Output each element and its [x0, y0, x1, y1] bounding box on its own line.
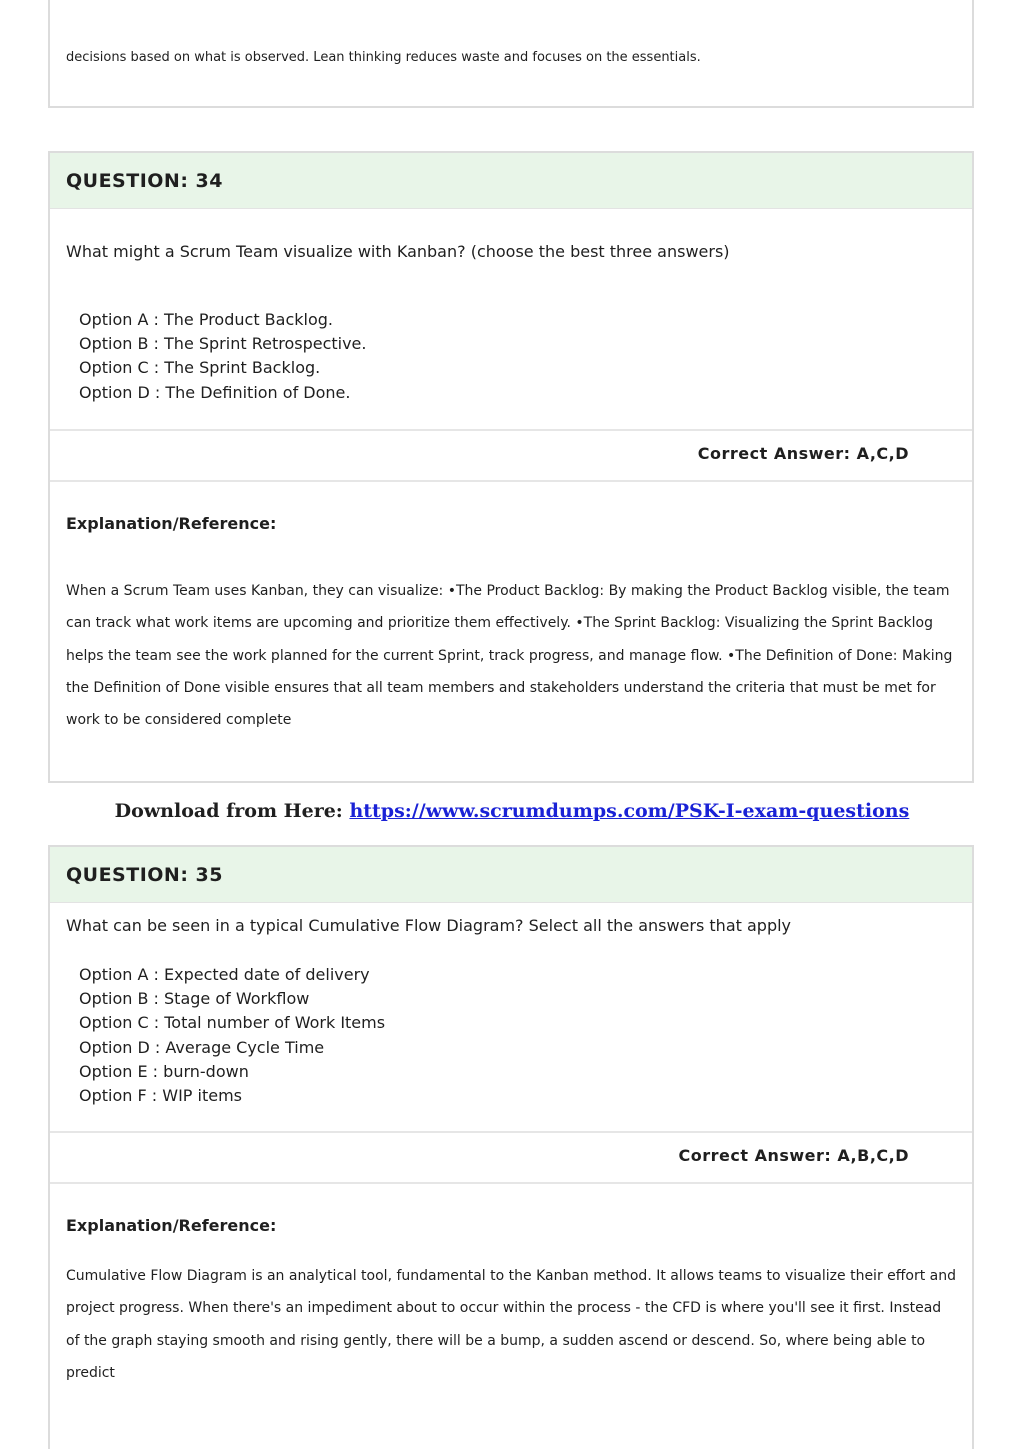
option-d: Option D : Average Cycle Time [79, 1037, 325, 1057]
question-card-34 [48, 151, 974, 783]
explanation-title: Explanation/Reference: [66, 514, 277, 533]
divider [50, 1182, 972, 1184]
options-list [79, 308, 366, 405]
option-e: Option E : burn-down [79, 1061, 249, 1081]
correct-answer: Correct Answer: A,B,C,D [678, 1146, 909, 1165]
download-label: Download from Here: [114, 800, 350, 822]
divider [50, 480, 972, 482]
divider [50, 1131, 972, 1133]
explanation-text: Cumulative Flow Diagram is an analytical tool, fundamental to the Kanban method. It allows teams to visualize their effort and project progress. When there's an impediment about to occur within the process - the CFD is where you'll see it first. Instead of the graph staying smooth and rising gently, there will be a bump, a sudden ascend or descend. So, where being able to predict [66, 1268, 957, 1381]
option-f: Option F : WIP items [79, 1086, 243, 1106]
option-b: Option B : The Sprint Retrospective. [79, 334, 367, 354]
divider [50, 429, 972, 431]
question-header [50, 153, 972, 209]
previous-question-card [48, 0, 974, 108]
option-c: Option C : Total number of Work Items [79, 1013, 386, 1033]
question-card-35 [48, 845, 974, 1449]
option-a: Option A : The Product Backlog. [79, 310, 333, 329]
download-banner [0, 800, 1024, 822]
option-b: Option B : Stage of Workflow [79, 989, 310, 1009]
correct-answer: Correct Answer: A,C,D [697, 444, 909, 463]
download-link[interactable]: https://www.scrumdumps.com/PSK-I-exam-questions [349, 800, 910, 822]
question-text: What might a Scrum Team visualize with Kanban? (choose the best three answers) [66, 242, 730, 261]
option-c: Option C : The Sprint Backlog. [79, 358, 321, 378]
explanation-text: When a Scrum Team uses Kanban, they can visualize: •The Product Backlog: By making the Product Backlog visible, the team can track what work items are upcoming and prioritize them effectively. •The Sprint Backlog: Visualizing the Sprint Backlog helps the team see the work planned for the current Sprint, track progress, and manage flow. •The Definition of Done: Making the Definition of Done visible ensures that all team members and stakeholders understand the criteria that must be met for work to be considered complete [66, 583, 953, 729]
question-header [50, 847, 972, 903]
question-text: What can be seen in a typical Cumulative Flow Diagram? Select all the answers that apply [66, 916, 792, 935]
explanation-title: Explanation/Reference: [66, 1216, 277, 1235]
options-list [79, 963, 385, 1108]
previous-explanation-text: decisions based on what is observed. Lean thinking reduces waste and focuses on the essentials. [66, 50, 701, 65]
option-a: Option A : Expected date of delivery [79, 965, 370, 984]
question-number: QUESTION: 35 [66, 863, 223, 886]
question-number: QUESTION: 34 [66, 169, 223, 192]
option-d: Option D : The Definition of Done. [79, 382, 351, 402]
